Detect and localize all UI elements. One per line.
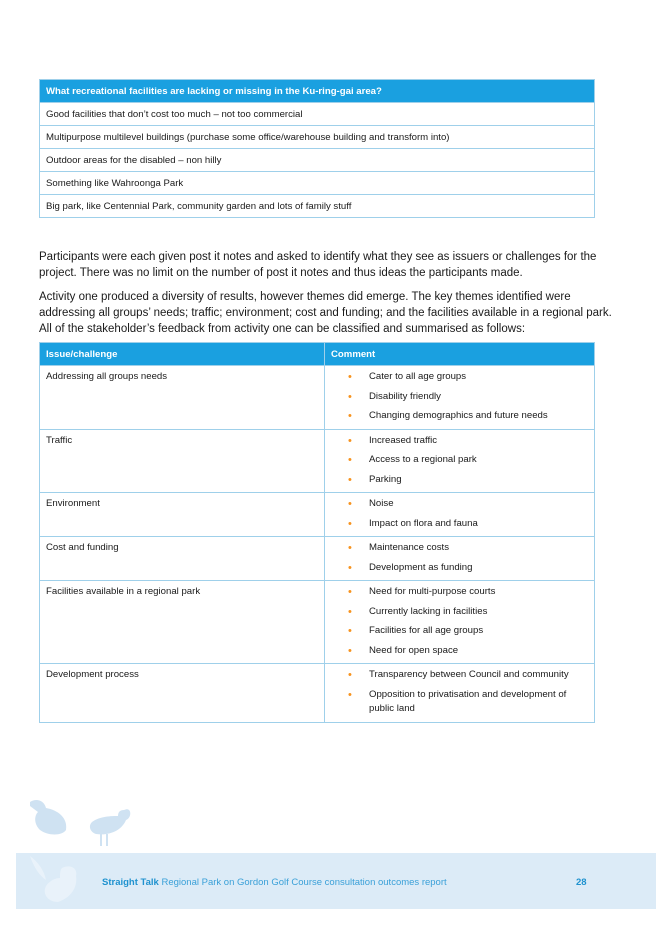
issue-cell: Traffic [40,429,325,493]
paragraph-activity-one: Activity one produced a diversity of results, however themes did emerge. The key themes identified were addressing all groups’ needs; traffic; environment; cost and funding; and the facilities available in a regional park. All of the stakeholder’s feedback from activity one can be classified and summarised as follows: [39,291,612,335]
facilities-cell: Outdoor areas for the disabled – non hilly [40,149,595,172]
table-row [40,103,595,126]
facilities-cell: Something like Wahroonga Park [40,172,595,195]
list-item: • Development as funding [369,561,588,576]
issues-table [39,342,595,723]
issues-table-header-row [40,343,595,366]
facilities-table-header: What recreational facilities are lacking or missing in the Ku-ring-gai area? [40,80,595,103]
footer-brand: Straight Talk [102,877,159,888]
footer-text [102,877,447,888]
list-item: • Increased traffic [369,434,588,449]
list-item: • Maintenance costs [369,541,588,556]
issue-column-header: Issue/challenge [40,343,325,366]
list-item: • Impact on flora and fauna [369,517,588,532]
facilities-table [39,79,595,218]
list-item: • Need for multi-purpose courts [369,585,588,600]
comment-cell [325,537,595,581]
list-item: • Currently lacking in facilities [369,605,588,620]
table-row [40,429,595,493]
comment-cell [325,429,595,493]
table-row [40,149,595,172]
table-row [40,493,595,537]
facilities-cell: Multipurpose multilevel buildings (purchase some office/warehouse building and transform into) [40,126,595,149]
facilities-cell: Big park, like Centennial Park, community garden and lots of family stuff [40,195,595,218]
comment-list [331,541,588,575]
list-item: • Changing demographics and future needs [369,409,588,424]
list-item: • Disability friendly [369,390,588,405]
comment-column-header: Comment [325,343,595,366]
table-row [40,195,595,218]
table-row [40,126,595,149]
comment-list [331,668,588,717]
facilities-table-header-row [40,80,595,103]
issue-cell: Addressing all groups needs [40,366,325,430]
list-item: • Opposition to privatisation and development of public land [369,688,588,717]
comment-cell [325,366,595,430]
issue-cell: Facilities available in a regional park [40,581,325,664]
birds-decoration-icon [0,790,140,910]
footer-title: Regional Park on Gordon Golf Course consultation outcomes report [161,877,447,888]
list-item: • Noise [369,497,588,512]
table-row [40,172,595,195]
issue-cell: Cost and funding [40,537,325,581]
comment-list [331,434,588,488]
list-item: • Transparency between Council and community [369,668,588,683]
comment-list [331,585,588,658]
comment-list [331,497,588,531]
table-row [40,537,595,581]
list-item: • Cater to all age groups [369,370,588,385]
table-row [40,581,595,664]
issue-cell: Development process [40,664,325,723]
issue-cell: Environment [40,493,325,537]
comment-cell [325,493,595,537]
page-number: 28 [576,877,587,888]
facilities-cell: Good facilities that don’t cost too much – not too commercial [40,103,595,126]
list-item: • Parking [369,473,588,488]
table-row [40,664,595,723]
list-item: • Facilities for all age groups [369,624,588,639]
paragraph-post-it-notes: Participants were each given post it notes and asked to identify what they see as issuers or challenges for the project. There was no limit on the number of post it notes and thus ideas the participants made. [39,251,597,279]
comment-cell [325,581,595,664]
table-row [40,366,595,430]
comment-cell [325,664,595,723]
list-item: • Need for open space [369,644,588,659]
list-item: • Access to a regional park [369,453,588,468]
comment-list [331,370,588,424]
